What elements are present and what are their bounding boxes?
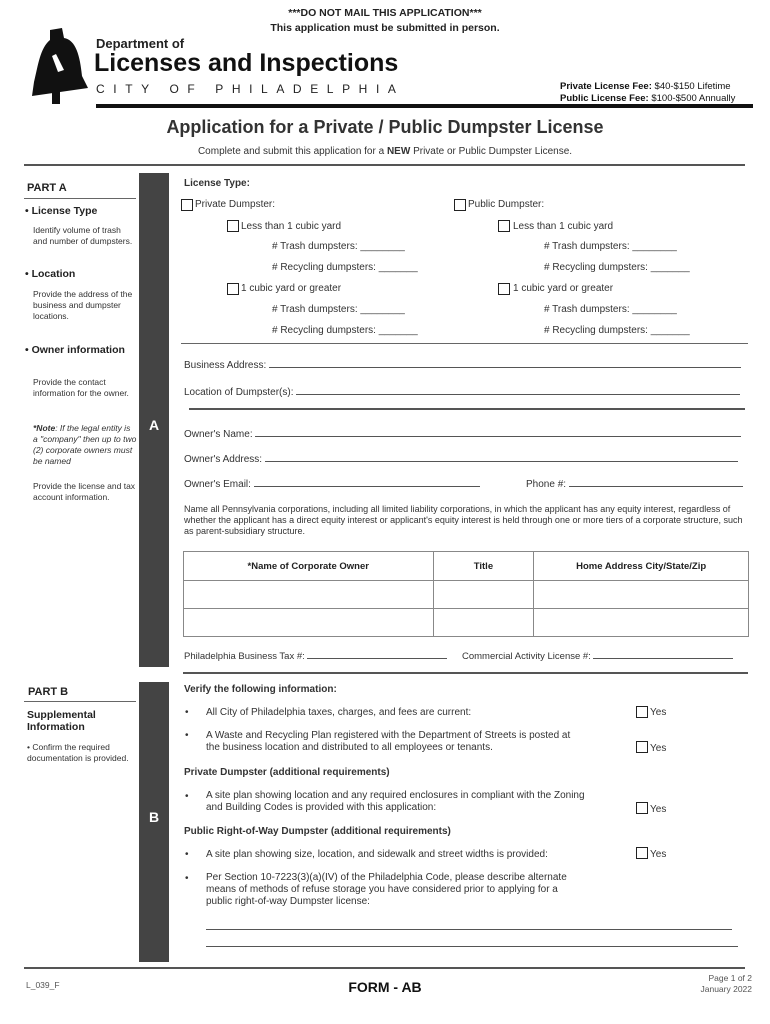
- private-lt-recycling-field[interactable]: # Recycling dumpsters: _______: [272, 262, 418, 273]
- alternate-storage-text: Per Section 10-7223(3)(a)(IV) of the Philadelphia Code, please describe alternate means of methods of refuse storage you have considered prior to applying for a public right-of-way Dumpster license:: [206, 872, 567, 907]
- license-type-text: Identify volume of trash and number of dumpsters.: [33, 225, 133, 246]
- owner-name-cell[interactable]: [184, 609, 434, 637]
- part-b-bar: [139, 682, 169, 962]
- part-b-label: PART B: [28, 686, 69, 698]
- owner-info-text: Provide the contact information for the owner.: [33, 377, 129, 398]
- public-greater-checkbox[interactable]: [498, 283, 510, 295]
- private-greater-checkbox[interactable]: [227, 283, 239, 295]
- private-lt-trash-field[interactable]: # Trash dumpsters: ________: [272, 241, 405, 252]
- corporations-text: Name all Pennsylvania corporations, including all limited liability corporations, in which the applicant has any equity interest, regardless of whether the applicant has a direct equity interest or applicant's equity interest is held through one or more tiers of a corporate structure, such as parent-subsidiary structure.: [184, 504, 743, 536]
- public-gt-recycling-field[interactable]: # Recycling dumpsters: _______: [544, 325, 690, 336]
- bullet: •: [185, 849, 189, 860]
- location-text: Provide the address of the business and dumpster locations.: [33, 289, 133, 321]
- yes-label: Yes: [650, 743, 667, 754]
- private-less-than-checkbox[interactable]: [227, 220, 239, 232]
- alternate-storage-line-1[interactable]: [206, 929, 732, 930]
- owner-name-header: *Name of Corporate Owner: [184, 552, 434, 581]
- bullet: •: [185, 707, 189, 718]
- private-gt-recycling-field[interactable]: # Recycling dumpsters: _______: [272, 325, 418, 336]
- waste-plan-text: A Waste and Recycling Plan registered with the Department of Streets is posted at the business location and distributed to all employees or tenants.: [206, 730, 571, 753]
- public-dumpster-label: Public Dumpster:: [468, 199, 545, 210]
- table-header-row: [184, 552, 749, 581]
- license-type-label: License Type:: [184, 178, 250, 189]
- corporate-note: *Note: If the legal entity is a "company" then up to two (2) corporate owners must be named: [33, 423, 137, 466]
- city-line: CITY OF PHILADELPHIA: [96, 82, 405, 96]
- footer-rule: [24, 967, 745, 969]
- private-fee: Private License Fee: $40-$150 Lifetime: [560, 81, 731, 92]
- taxes-current-text: All City of Philadelphia taxes, charges, and fees are current:: [206, 707, 472, 718]
- part-b-rule: [24, 701, 136, 702]
- public-less-than-label: Less than 1 cubic yard: [513, 221, 614, 232]
- in-person-notice: This application must be submitted in person.: [270, 22, 500, 34]
- form-code: L_039_F: [26, 980, 60, 990]
- private-gt-trash-field[interactable]: # Trash dumpsters: ________: [272, 304, 405, 315]
- liberty-bell-icon: [28, 26, 90, 104]
- part-a-rule: [24, 198, 136, 199]
- public-lt-recycling-field[interactable]: # Recycling dumpsters: _______: [544, 262, 690, 273]
- public-lt-trash-field[interactable]: # Trash dumpsters: ________: [544, 241, 677, 252]
- supplemental-head: Supplemental Information: [27, 709, 96, 733]
- do-not-mail-notice: ***DO NOT MAIL THIS APPLICATION***: [288, 7, 482, 19]
- business-address-field[interactable]: Business Address:: [184, 359, 750, 371]
- location-head: • Location: [25, 268, 76, 280]
- title-header: Title: [433, 552, 534, 581]
- yes-label: Yes: [650, 849, 667, 860]
- part-divider: [183, 672, 748, 674]
- owner-email-field[interactable]: Owner's Email:: [184, 478, 514, 490]
- page-title: Application for a Private / Public Dumpster License: [166, 117, 604, 137]
- owner-title-cell[interactable]: [433, 581, 534, 609]
- public-greater-label: 1 cubic yard or greater: [513, 283, 614, 294]
- private-dumpster-checkbox[interactable]: [181, 199, 193, 211]
- part-a-bar: [139, 173, 169, 667]
- public-gt-trash-field[interactable]: # Trash dumpsters: ________: [544, 304, 677, 315]
- header-rule: [96, 104, 753, 108]
- part-a-letter: A: [149, 417, 160, 433]
- license-type-head: • License Type: [25, 205, 98, 217]
- dept-name: Licenses and Inspections: [94, 49, 399, 77]
- table-row: [184, 581, 749, 609]
- dept-line: Department of: [96, 36, 185, 51]
- license-tax-text: Provide the license and tax account information.: [33, 481, 136, 502]
- owner-name-field[interactable]: Owner's Name:: [184, 428, 750, 440]
- bullet: •: [185, 873, 189, 884]
- owner-address-cell[interactable]: [534, 581, 749, 609]
- private-site-plan-text: A site plan showing location and any required enclosures in compliant with the Zoning and Building Codes is provided with this application:: [206, 790, 585, 813]
- license-type-divider: [181, 343, 748, 344]
- private-requirements-label: Private Dumpster (additional requirements): [184, 767, 390, 778]
- location-divider: [189, 408, 745, 410]
- commercial-license-field[interactable]: Commercial Activity License #:: [462, 650, 746, 662]
- private-site-plan-checkbox[interactable]: [636, 802, 648, 814]
- yes-label: Yes: [650, 707, 667, 718]
- part-b-letter: B: [149, 809, 160, 825]
- owner-name-cell[interactable]: [184, 581, 434, 609]
- phone-field[interactable]: Phone #:: [526, 478, 750, 490]
- owner-address-field[interactable]: Owner's Address:: [184, 453, 750, 465]
- public-less-than-checkbox[interactable]: [498, 220, 510, 232]
- bullet: •: [185, 791, 189, 802]
- private-less-than-label: Less than 1 cubic yard: [241, 221, 342, 232]
- page-info: Page 1 of 2 January 2022: [700, 973, 752, 994]
- business-tax-field[interactable]: Philadelphia Business Tax #:: [184, 650, 464, 662]
- owner-title-cell[interactable]: [433, 609, 534, 637]
- public-requirements-label: Public Right-of-Way Dumpster (additional requirements): [184, 826, 451, 837]
- public-dumpster-checkbox[interactable]: [454, 199, 466, 211]
- part-a-label: PART A: [27, 182, 67, 194]
- public-site-plan-text: A site plan showing size, location, and sidewalk and street widths is provided:: [206, 849, 548, 860]
- waste-plan-checkbox[interactable]: [636, 741, 648, 753]
- yes-label: Yes: [650, 804, 667, 815]
- owner-info-head: • Owner information: [25, 344, 125, 356]
- home-address-header: Home Address City/State/Zip: [534, 552, 749, 581]
- supplemental-text: • Confirm the required documentation is provided.: [27, 742, 129, 763]
- bullet: •: [185, 730, 189, 741]
- public-fee: Public License Fee: $100-$500 Annually: [560, 93, 736, 104]
- private-dumpster-label: Private Dumpster:: [195, 199, 276, 210]
- corporate-owners-table: [183, 551, 749, 637]
- owner-address-cell[interactable]: [534, 609, 749, 637]
- title-divider: [24, 164, 745, 166]
- dumpster-location-field[interactable]: Location of Dumpster(s):: [184, 386, 750, 398]
- page-subtitle: Complete and submit this application for a NEW Private or Public Dumpster License.: [197, 146, 573, 157]
- form-name: FORM - AB: [348, 979, 422, 995]
- private-greater-label: 1 cubic yard or greater: [241, 283, 342, 294]
- alternate-storage-line-2[interactable]: [206, 946, 738, 947]
- table-row: [184, 609, 749, 637]
- verify-label: Verify the following information:: [184, 684, 337, 695]
- taxes-current-checkbox[interactable]: [636, 706, 648, 718]
- public-site-plan-checkbox[interactable]: [636, 847, 648, 859]
